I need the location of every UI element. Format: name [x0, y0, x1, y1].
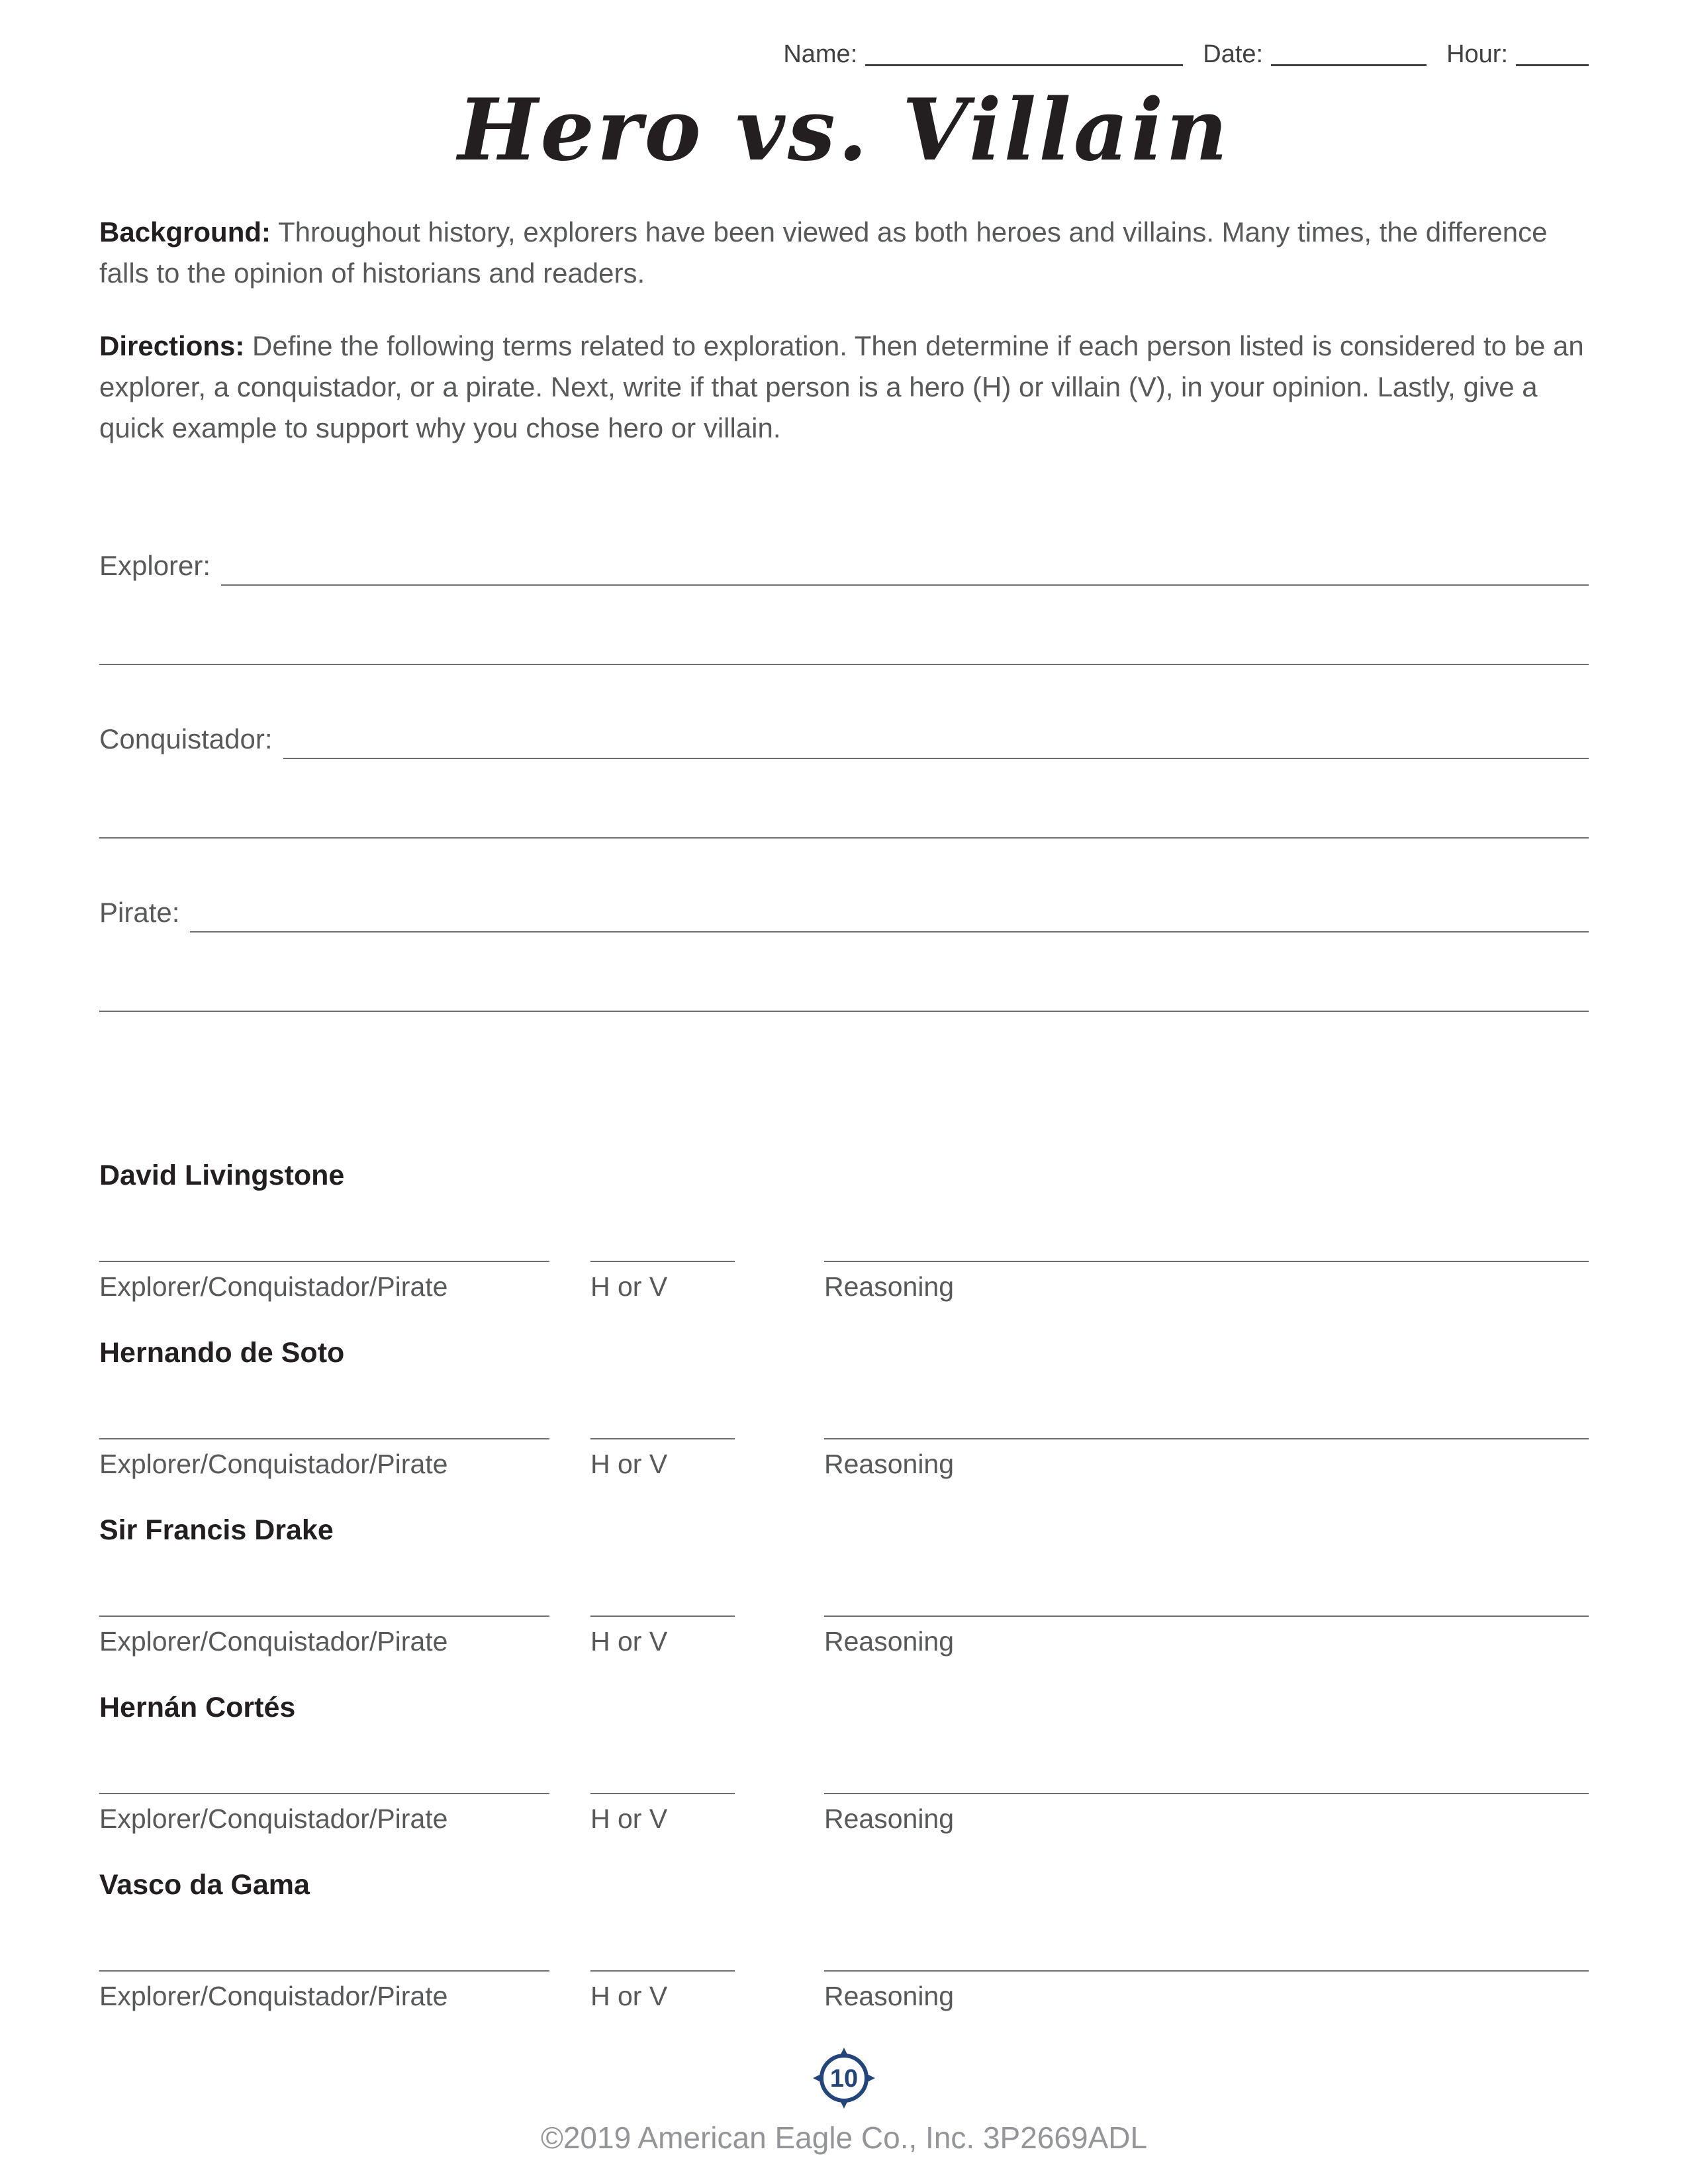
type-label: Explorer/Conquistador/Pirate	[99, 1803, 448, 1834]
reasoning-blank-line	[824, 1970, 1589, 1972]
pirate-label: Pirate:	[99, 896, 180, 928]
type-blank-line	[99, 1970, 549, 1972]
person-name: Hernando de Soto	[99, 1336, 345, 1369]
reasoning-blank-line	[824, 1261, 1589, 1262]
explorer-blank-line-2	[99, 664, 1589, 665]
answer-row	[99, 1615, 1589, 1657]
type-label: Explorer/Conquistador/Pirate	[99, 1448, 448, 1479]
person-block-hernando-de-soto	[99, 1337, 1589, 1480]
definition-pirate	[99, 897, 1589, 1012]
name-blank-line	[865, 40, 1183, 66]
explorer-label: Explorer:	[99, 549, 211, 581]
person-block-vasco-da-gama	[99, 1869, 1589, 2012]
person-name: Vasco da Gama	[99, 1868, 310, 1901]
directions-label: Directions:	[99, 330, 245, 361]
definitions-section	[99, 550, 1589, 1070]
h-or-v-blank-line	[590, 1438, 735, 1439]
reasoning-label: Reasoning	[824, 1803, 955, 1834]
person-name: Sir Francis Drake	[99, 1514, 334, 1546]
directions-text: Define the following terms related to exploration. Then determine if each person listed is considered to be an explorer, a conquistador, or a pirate. Next, write if that person is a hero (H) or villain (V), in your opinion. Lastly, give a quick example to support why you chose hero or villain.	[99, 330, 1584, 443]
date-label: Date:	[1203, 40, 1264, 68]
reasoning-label: Reasoning	[824, 1448, 955, 1479]
people-section	[99, 1160, 1589, 2046]
name-label: Name:	[783, 40, 858, 68]
h-or-v-blank-line	[590, 1970, 735, 1972]
type-blank-line	[99, 1793, 549, 1794]
reasoning-blank-line	[824, 1438, 1589, 1439]
conquistador-blank-line-2	[99, 837, 1589, 839]
background-label: Background:	[99, 216, 271, 248]
directions-paragraph	[99, 326, 1589, 449]
person-block-sir-francis-drake	[99, 1514, 1589, 1657]
type-blank-line	[99, 1615, 549, 1617]
h-or-v-label: H or V	[590, 1625, 668, 1657]
answer-row	[99, 1261, 1589, 1302]
type-label: Explorer/Conquistador/Pirate	[99, 1271, 448, 1302]
h-or-v-label: H or V	[590, 1271, 668, 1302]
type-blank-line	[99, 1438, 549, 1439]
reasoning-blank-line	[824, 1615, 1589, 1617]
h-or-v-blank-line	[590, 1261, 735, 1262]
h-or-v-label: H or V	[590, 1803, 668, 1834]
h-or-v-label: H or V	[590, 1448, 668, 1479]
pirate-blank-line-2	[99, 1011, 1589, 1012]
person-name: David Livingstone	[99, 1159, 345, 1191]
page-number-compass-badge-icon	[808, 2046, 880, 2110]
conquistador-blank-line-1	[283, 729, 1589, 759]
h-or-v-blank-line	[590, 1615, 735, 1617]
hour-label: Hour:	[1446, 40, 1508, 68]
type-blank-line	[99, 1261, 549, 1262]
hour-blank-line	[1516, 40, 1589, 66]
footer	[99, 2046, 1589, 2156]
type-label: Explorer/Conquistador/Pirate	[99, 1625, 448, 1657]
background-paragraph	[99, 212, 1589, 294]
pirate-blank-line-1	[190, 902, 1589, 933]
background-text: Throughout history, explorers have been viewed as both heroes and villains. Many times, the difference falls to the opinion of historians and readers.	[99, 216, 1548, 289]
reasoning-blank-line	[824, 1793, 1589, 1794]
answer-row	[99, 1793, 1589, 1835]
definition-explorer	[99, 550, 1589, 665]
conquistador-label: Conquistador:	[99, 723, 273, 754]
type-label: Explorer/Conquistador/Pirate	[99, 1980, 448, 2011]
explorer-blank-line-1	[221, 555, 1589, 586]
reasoning-label: Reasoning	[824, 1625, 955, 1657]
h-or-v-label: H or V	[590, 1980, 668, 2011]
reasoning-label: Reasoning	[824, 1980, 955, 2011]
h-or-v-blank-line	[590, 1793, 735, 1794]
page-number: 10	[829, 2064, 859, 2093]
person-name: Hernán Cortés	[99, 1691, 296, 1723]
answer-row	[99, 1438, 1589, 1480]
person-block-hernan-cortes	[99, 1692, 1589, 1835]
definition-conquistador	[99, 723, 1589, 839]
date-blank-line	[1271, 40, 1427, 66]
answer-row	[99, 1970, 1589, 2012]
reasoning-label: Reasoning	[824, 1271, 955, 1302]
person-block-david-livingstone	[99, 1160, 1589, 1302]
header-fill-line	[99, 40, 1589, 69]
page-title: Hero vs. Villain	[457, 80, 1231, 180]
copyright-text: ©2019 American Eagle Co., Inc. 3P2669ADL	[540, 2120, 1148, 2155]
